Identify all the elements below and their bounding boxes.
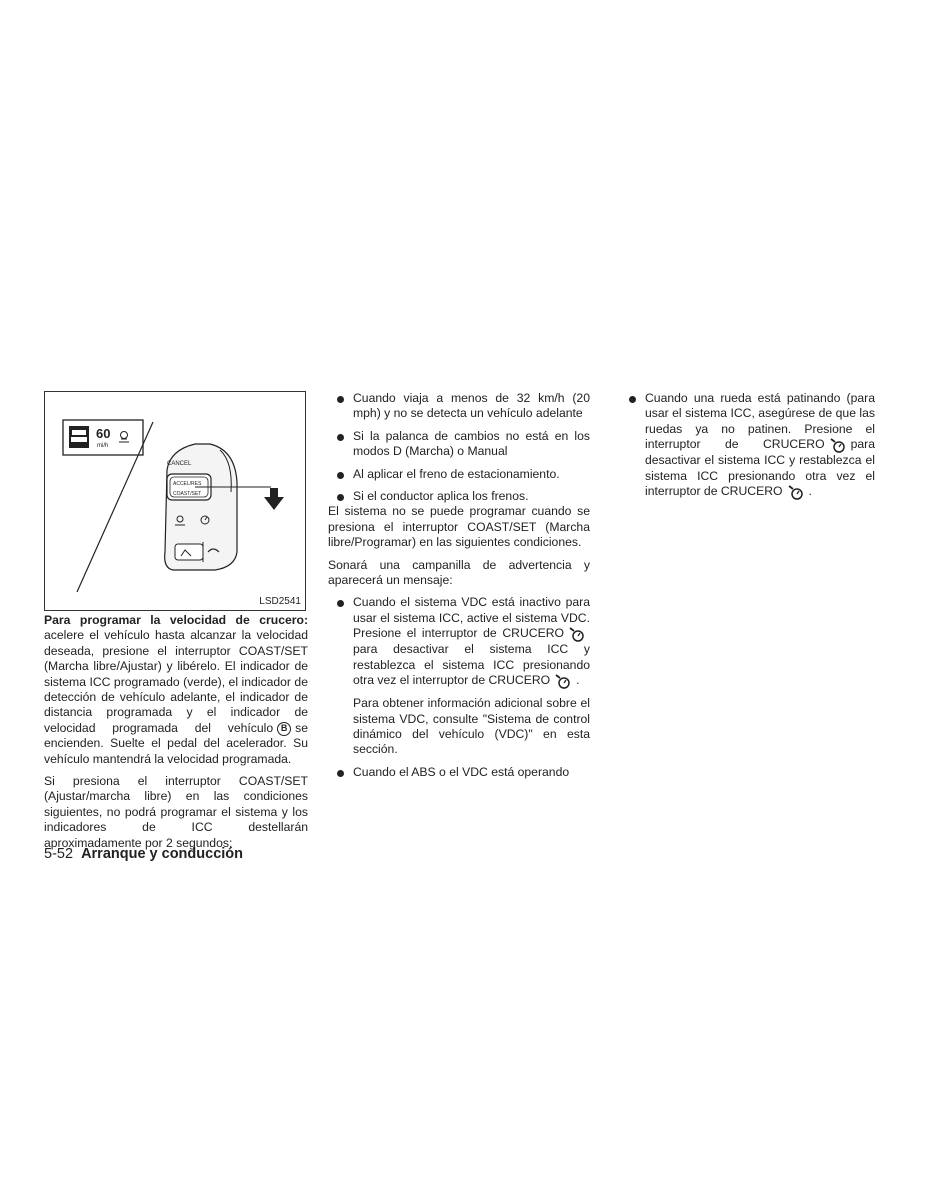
page-number: 5-52: [44, 846, 74, 862]
bullet-dot-icon: [337, 472, 344, 479]
column-2: [328, 391, 590, 780]
bullet-dot-icon: [337, 600, 344, 607]
marker-b-icon: B: [277, 722, 291, 736]
list-item-text: para desactivar el sistema ICC y restablezca el sistema ICC presionando otra vez el interruptor de CRUCERO: [353, 642, 590, 688]
paragraph-set-speed: [44, 613, 308, 767]
paragraph-conditions: Si presiona el interruptor COAST/SET (Ajustar/marcha libre) en las condiciones siguientes, no podrá programar el sistema y los indicadores de ICC destellarán aproximadamente por 2 segundos:: [44, 774, 308, 850]
list-item-text: Al aplicar el freno de estacionamiento.: [353, 466, 560, 481]
list-item: [328, 595, 590, 689]
cruise-switch-icon: [787, 484, 805, 500]
coast-set-label: COAST/SET: [173, 491, 202, 497]
list-item: [328, 429, 590, 460]
list-item-text: para desactivar el sistema ICC y restablezca el sistema ICC presionando otra vez el interruptor de CRUCERO: [645, 437, 875, 499]
list-item-text: Cuando una rueda está patinando (para usar el sistema ICC, asegúrese de que las ruedas ya no patinen. Presione el interruptor de CRUCERO: [645, 391, 875, 452]
accel-res-label: ACCEL/RES: [173, 481, 202, 487]
distance-indicator-icon: [119, 432, 129, 443]
bullet-dot-icon: [337, 396, 344, 403]
list-item-text: Cuando el ABS o el VDC está operando: [353, 764, 570, 779]
column-3: [620, 391, 875, 500]
cruise-switch-icon: [829, 437, 847, 453]
paragraph-chime: Sonará una campanilla de advertencia y aparecerá un mensaje:: [328, 557, 590, 588]
column-1: [44, 613, 308, 851]
speed-unit: mi/h: [97, 443, 109, 449]
list-item-text: Cuando el sistema VDC está inactivo para usar el sistema ICC, active el sistema VDC. Presione el interruptor de CRUCERO: [353, 595, 590, 641]
list-item-text: .: [576, 673, 580, 688]
paragraph-text: acelere el vehículo hasta alcanzar la velocidad deseada, presione el interruptor COAST/SET (Marcha libre/Ajustar) y libérelo. El indicador de sistema ICC programado (verde), el indicador de detección de vehículo adelante, el indicador de distancia programada y el indicador de velocidad programada del vehículo: [44, 628, 308, 735]
bullet-dot-icon: [337, 434, 344, 441]
list-item: [328, 391, 590, 422]
illustration-figure: [44, 391, 306, 611]
cancel-label: CANCEL: [167, 461, 192, 467]
list-item: [328, 489, 590, 504]
list-item: [328, 765, 590, 780]
figure-code: LSD2541: [259, 596, 301, 607]
paragraph-cannot-set: El sistema no se puede programar cuando se presiona el interruptor COAST/SET (Marcha libre/Programar) en las siguientes condiciones.: [328, 504, 590, 550]
steering-switch-diagram: [45, 392, 307, 612]
down-arrow-icon: [264, 488, 284, 510]
bullet-dot-icon: [629, 396, 636, 403]
cruise-switch-icon: [554, 673, 572, 689]
list-item: [620, 391, 875, 500]
list-item-text: Si la palanca de cambios no está en los modos D (Marcha) o Manual: [353, 428, 590, 459]
list-item: [328, 467, 590, 482]
list-item-text: Si el conductor aplica los frenos.: [353, 489, 529, 504]
paragraph-text: se encienden. Suelte el pedal del acelerador. Su vehículo mantendrá la velocidad programada.: [44, 720, 308, 766]
bullet-dot-icon: [337, 494, 344, 501]
heading-set-speed: Para programar la velocidad de crucero:: [44, 613, 308, 627]
speed-value: 60: [96, 426, 111, 441]
cruise-switch-icon: [568, 626, 586, 642]
bullet-dot-icon: [337, 770, 344, 777]
section-title: Arranque y conducción: [81, 846, 244, 862]
car-ahead-icon: [69, 426, 89, 448]
page-footer: [44, 846, 243, 862]
vdc-reference: Para obtener información adicional sobre el sistema VDC, consulte "Sistema de control dinámico del vehículo (VDC)" en esta sección.: [353, 696, 590, 757]
list-item-text: .: [808, 484, 812, 499]
list-item-text: Cuando viaja a menos de 32 km/h (20 mph) y no se detecta un vehículo adelante: [353, 391, 590, 421]
